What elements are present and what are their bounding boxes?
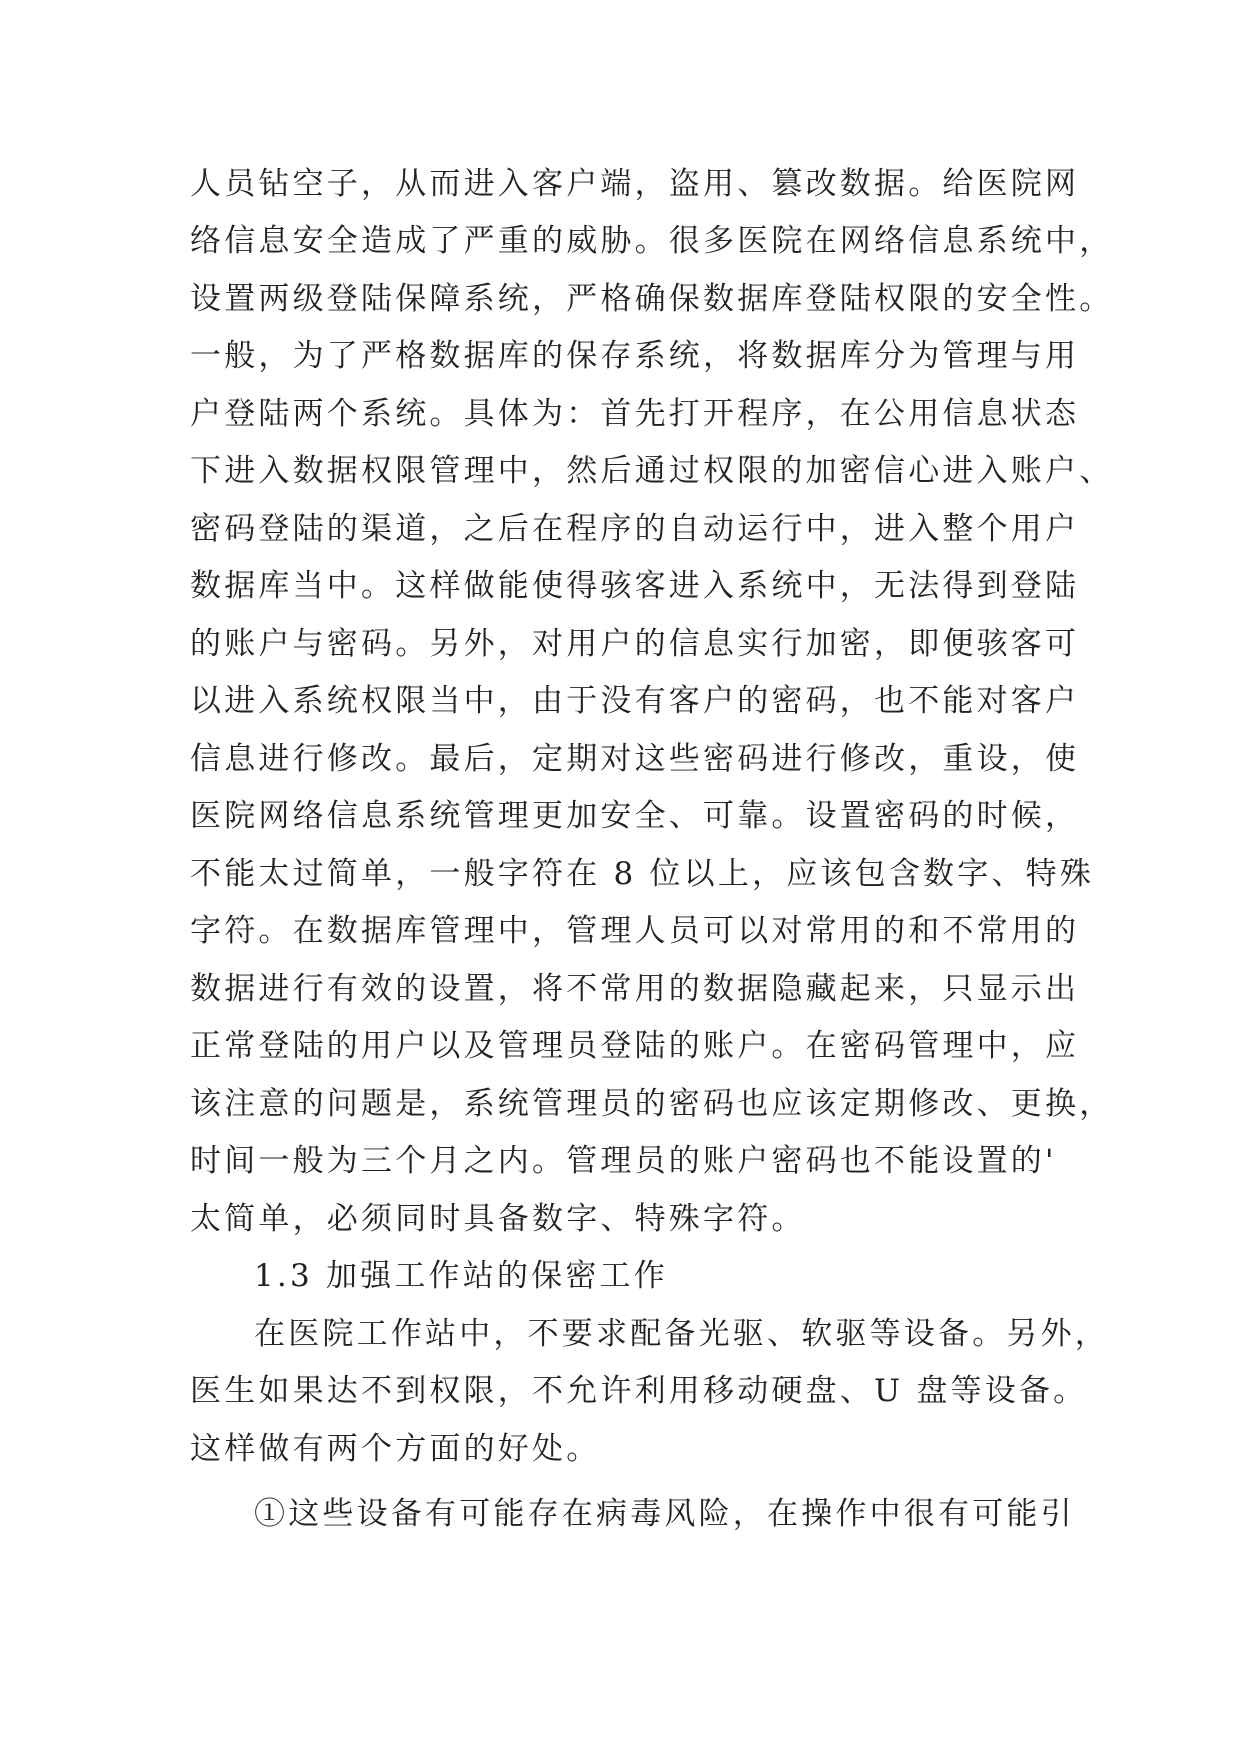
paragraph-line: 人员钻空子，从而进入客户端，盗用、篡改数据。给医院网 (190, 166, 1080, 202)
paragraph-line: 字符。在数据库管理中，管理人员可以对常用的和不常用的 (190, 913, 1080, 949)
list-item: ①这些设备有可能存在病毒风险，在操作中很有可能引 (254, 1496, 1075, 1532)
paragraph-line: 下进入数据权限管理中，然后通过权限的加密信心进入账户、 (190, 453, 1114, 489)
paragraph-line: 时间一般为三个月之内。管理员的账户密码也不能设置的' (190, 1143, 1057, 1179)
paragraph-line: 这样做有两个方面的好处。 (190, 1431, 601, 1467)
paragraph-line: 户登陆两个系统。具体为：首先打开程序，在公用信息状态 (190, 396, 1080, 432)
paragraph-line: 密码登陆的渠道，之后在程序的自动运行中，进入整个用户 (190, 511, 1080, 547)
paragraph-line: 医生如果达不到权限，不允许利用移动硬盘、U 盘等设备。 (190, 1373, 1088, 1409)
paragraph-line: 以进入系统权限当中，由于没有客户的密码，也不能对客户 (190, 683, 1080, 719)
paragraph-line: 数据进行有效的设置，将不常用的数据隐藏起来，只显示出 (190, 971, 1080, 1007)
paragraph-line: 信息进行修改。最后，定期对这些密码进行修改，重设，使 (190, 741, 1080, 777)
paragraph-line: 一般，为了严格数据库的保存系统，将数据库分为管理与用 (190, 338, 1080, 374)
paragraph-line: 设置两级登陆保障系统，严格确保数据库登陆权限的安全性。 (190, 281, 1114, 317)
paragraph-line: 络信息安全造成了严重的威胁。很多医院在网络信息系统中， (190, 223, 1114, 259)
paragraph-line: 在医院工作站中，不要求配备光驱、软驱等设备。另外， (254, 1316, 1109, 1352)
paragraph-line: 数据库当中。这样做能使得骇客进入系统中，无法得到登陆 (190, 568, 1080, 604)
paragraph-line: 不能太过简单，一般字符在 8 位以上，应该包含数字、特殊 (190, 856, 1095, 892)
paragraph-line: 正常登陆的用户以及管理员登陆的账户。在密码管理中，应 (190, 1028, 1080, 1064)
paragraph-line: 太简单，必须同时具备数字、特殊字符。 (190, 1201, 806, 1237)
section-heading: 1.3 加强工作站的保密工作 (254, 1258, 668, 1294)
paragraph-line: 医院网络信息系统管理更加安全、可靠。设置密码的时候， (190, 798, 1080, 834)
paragraph-line: 该注意的问题是，系统管理员的密码也应该定期修改、更换， (190, 1086, 1114, 1122)
paragraph-line: 的账户与密码。另外，对用户的信息实行加密，即便骇客可 (190, 626, 1080, 662)
